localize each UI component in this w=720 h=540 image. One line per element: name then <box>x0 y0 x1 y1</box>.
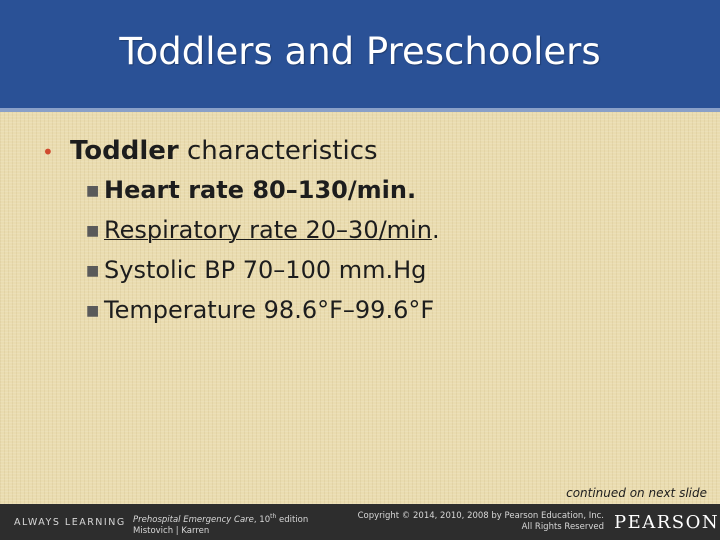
copyright-notice <box>320 511 604 533</box>
sub-bullet-text: Heart rate 80–130/min. <box>104 176 417 204</box>
square-bullet-icon: ■ <box>86 223 100 239</box>
square-bullet-icon: ■ <box>86 263 100 279</box>
copyright-line-1: Copyright © 2014, 2010, 2008 by Pearson Education, Inc. <box>357 511 604 521</box>
title-bar <box>0 0 720 110</box>
main-bullet-bold: Toddler <box>70 136 179 166</box>
book-title: Prehospital Emergency Care <box>133 514 254 525</box>
book-citation <box>133 511 308 537</box>
sub-bullet-text-tail: . <box>431 216 440 244</box>
square-bullet-icon: ■ <box>86 303 100 319</box>
title-divider <box>0 108 720 112</box>
book-authors: Mistovich | Karren <box>133 525 210 536</box>
book-edition-suffix: edition <box>276 514 309 525</box>
pearson-logo: PEARSON <box>614 512 720 533</box>
bullet-dot-icon: • <box>42 140 54 164</box>
sub-bullet-text-underlined: Respiratory rate 20–30/min <box>104 216 432 244</box>
copyright-line-2: All Rights Reserved <box>521 522 604 532</box>
main-bullet-rest: characteristics <box>178 136 378 166</box>
sub-bullet-text <box>104 216 440 244</box>
footer-bar <box>0 504 720 540</box>
book-edition-sup: th <box>270 513 277 520</box>
sub-bullet-text: Systolic BP 70–100 mm.Hg <box>104 256 427 284</box>
brand-tagline: ALWAYS LEARNING <box>14 517 126 528</box>
square-bullet-icon: ■ <box>86 183 100 199</box>
slide-title: Toddlers and Preschoolers <box>119 30 601 73</box>
continued-note: continued on next slide <box>566 486 707 500</box>
book-title-line <box>133 511 308 526</box>
book-edition-prefix: , 10 <box>253 514 271 525</box>
main-bullet-text <box>70 136 378 166</box>
sub-bullet-text: Temperature 98.6°F–99.6°F <box>104 296 435 324</box>
